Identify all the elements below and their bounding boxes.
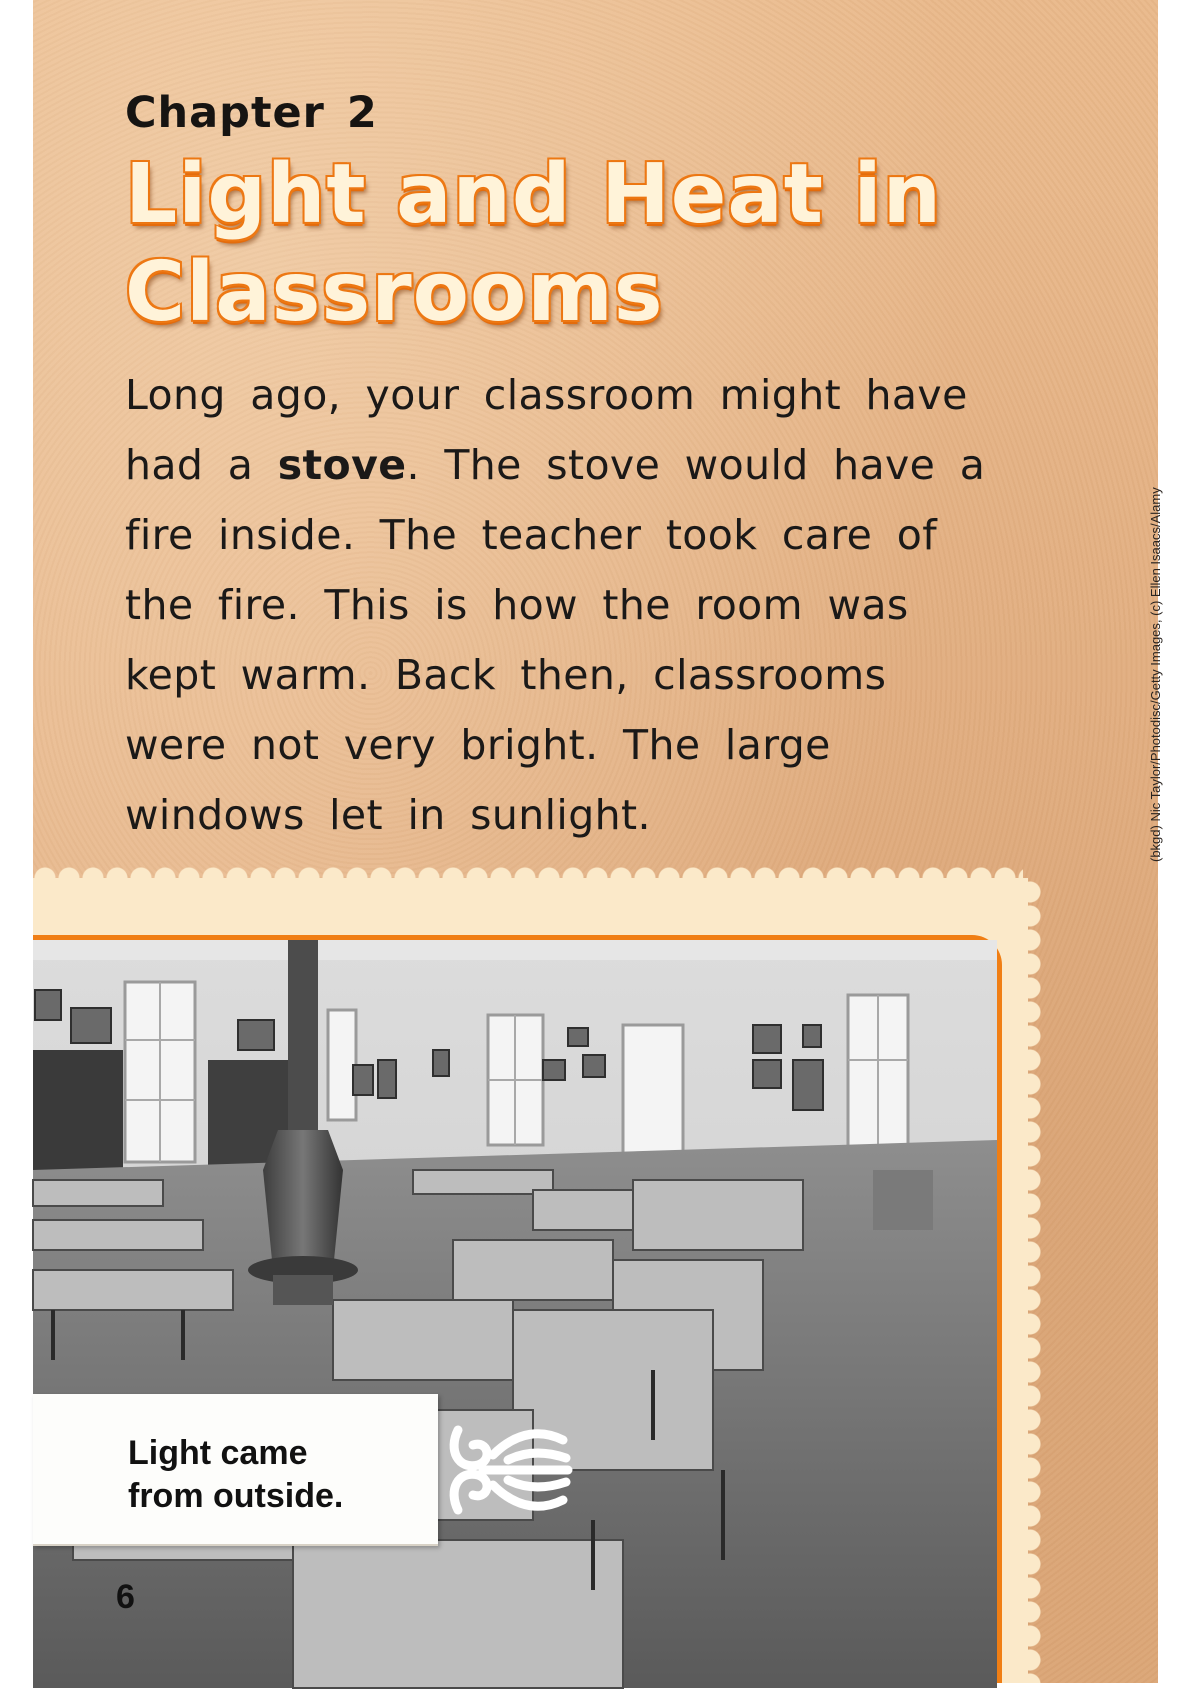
chapter-title-line-1: Light and Heat in (125, 147, 942, 242)
book-page (33, 0, 1163, 1683)
caption-line-1: Light came (128, 1434, 308, 1472)
body-line-4: the fire. This is how the room was (125, 581, 909, 629)
body-line-2-start: had a (125, 441, 278, 489)
caption-line-2: from outside. (128, 1477, 344, 1515)
flourish-ornament-icon (438, 1400, 578, 1540)
caption-box (33, 1394, 438, 1546)
page-number: 6 (116, 1578, 135, 1616)
classroom-photo (33, 935, 1002, 1683)
stamp-edge-right (1018, 880, 1042, 1683)
chapter-title-line-2: Classrooms (125, 245, 664, 340)
chapter-label: Chapter 2 (125, 88, 378, 138)
chalkboard-left (33, 1050, 123, 1175)
stove-pipe (288, 940, 318, 1130)
body-line-1: Long ago, your classroom might have (125, 371, 968, 419)
body-paragraph (125, 360, 1055, 850)
body-line-6: were not very bright. The large (125, 721, 831, 769)
classroom-illustration (33, 940, 997, 1688)
vocab-word-stove: stove (277, 441, 407, 489)
chapter-title (125, 146, 942, 342)
body-line-2 (125, 430, 1055, 500)
body-line-5: kept warm. Back then, classrooms (125, 651, 887, 699)
photo-credit: (bkgd) Nic Taylor/Photodisc/Getty Images, (c) Ellen Isaacs/Alamy (1148, 487, 1163, 863)
body-line-3: fire inside. The teacher took care of (125, 511, 938, 559)
body-line-2-end: . The stove would have a (406, 441, 986, 489)
caption-text (128, 1432, 343, 1518)
body-line-7: windows let in sunlight. (125, 791, 651, 839)
stove (263, 1130, 343, 1270)
